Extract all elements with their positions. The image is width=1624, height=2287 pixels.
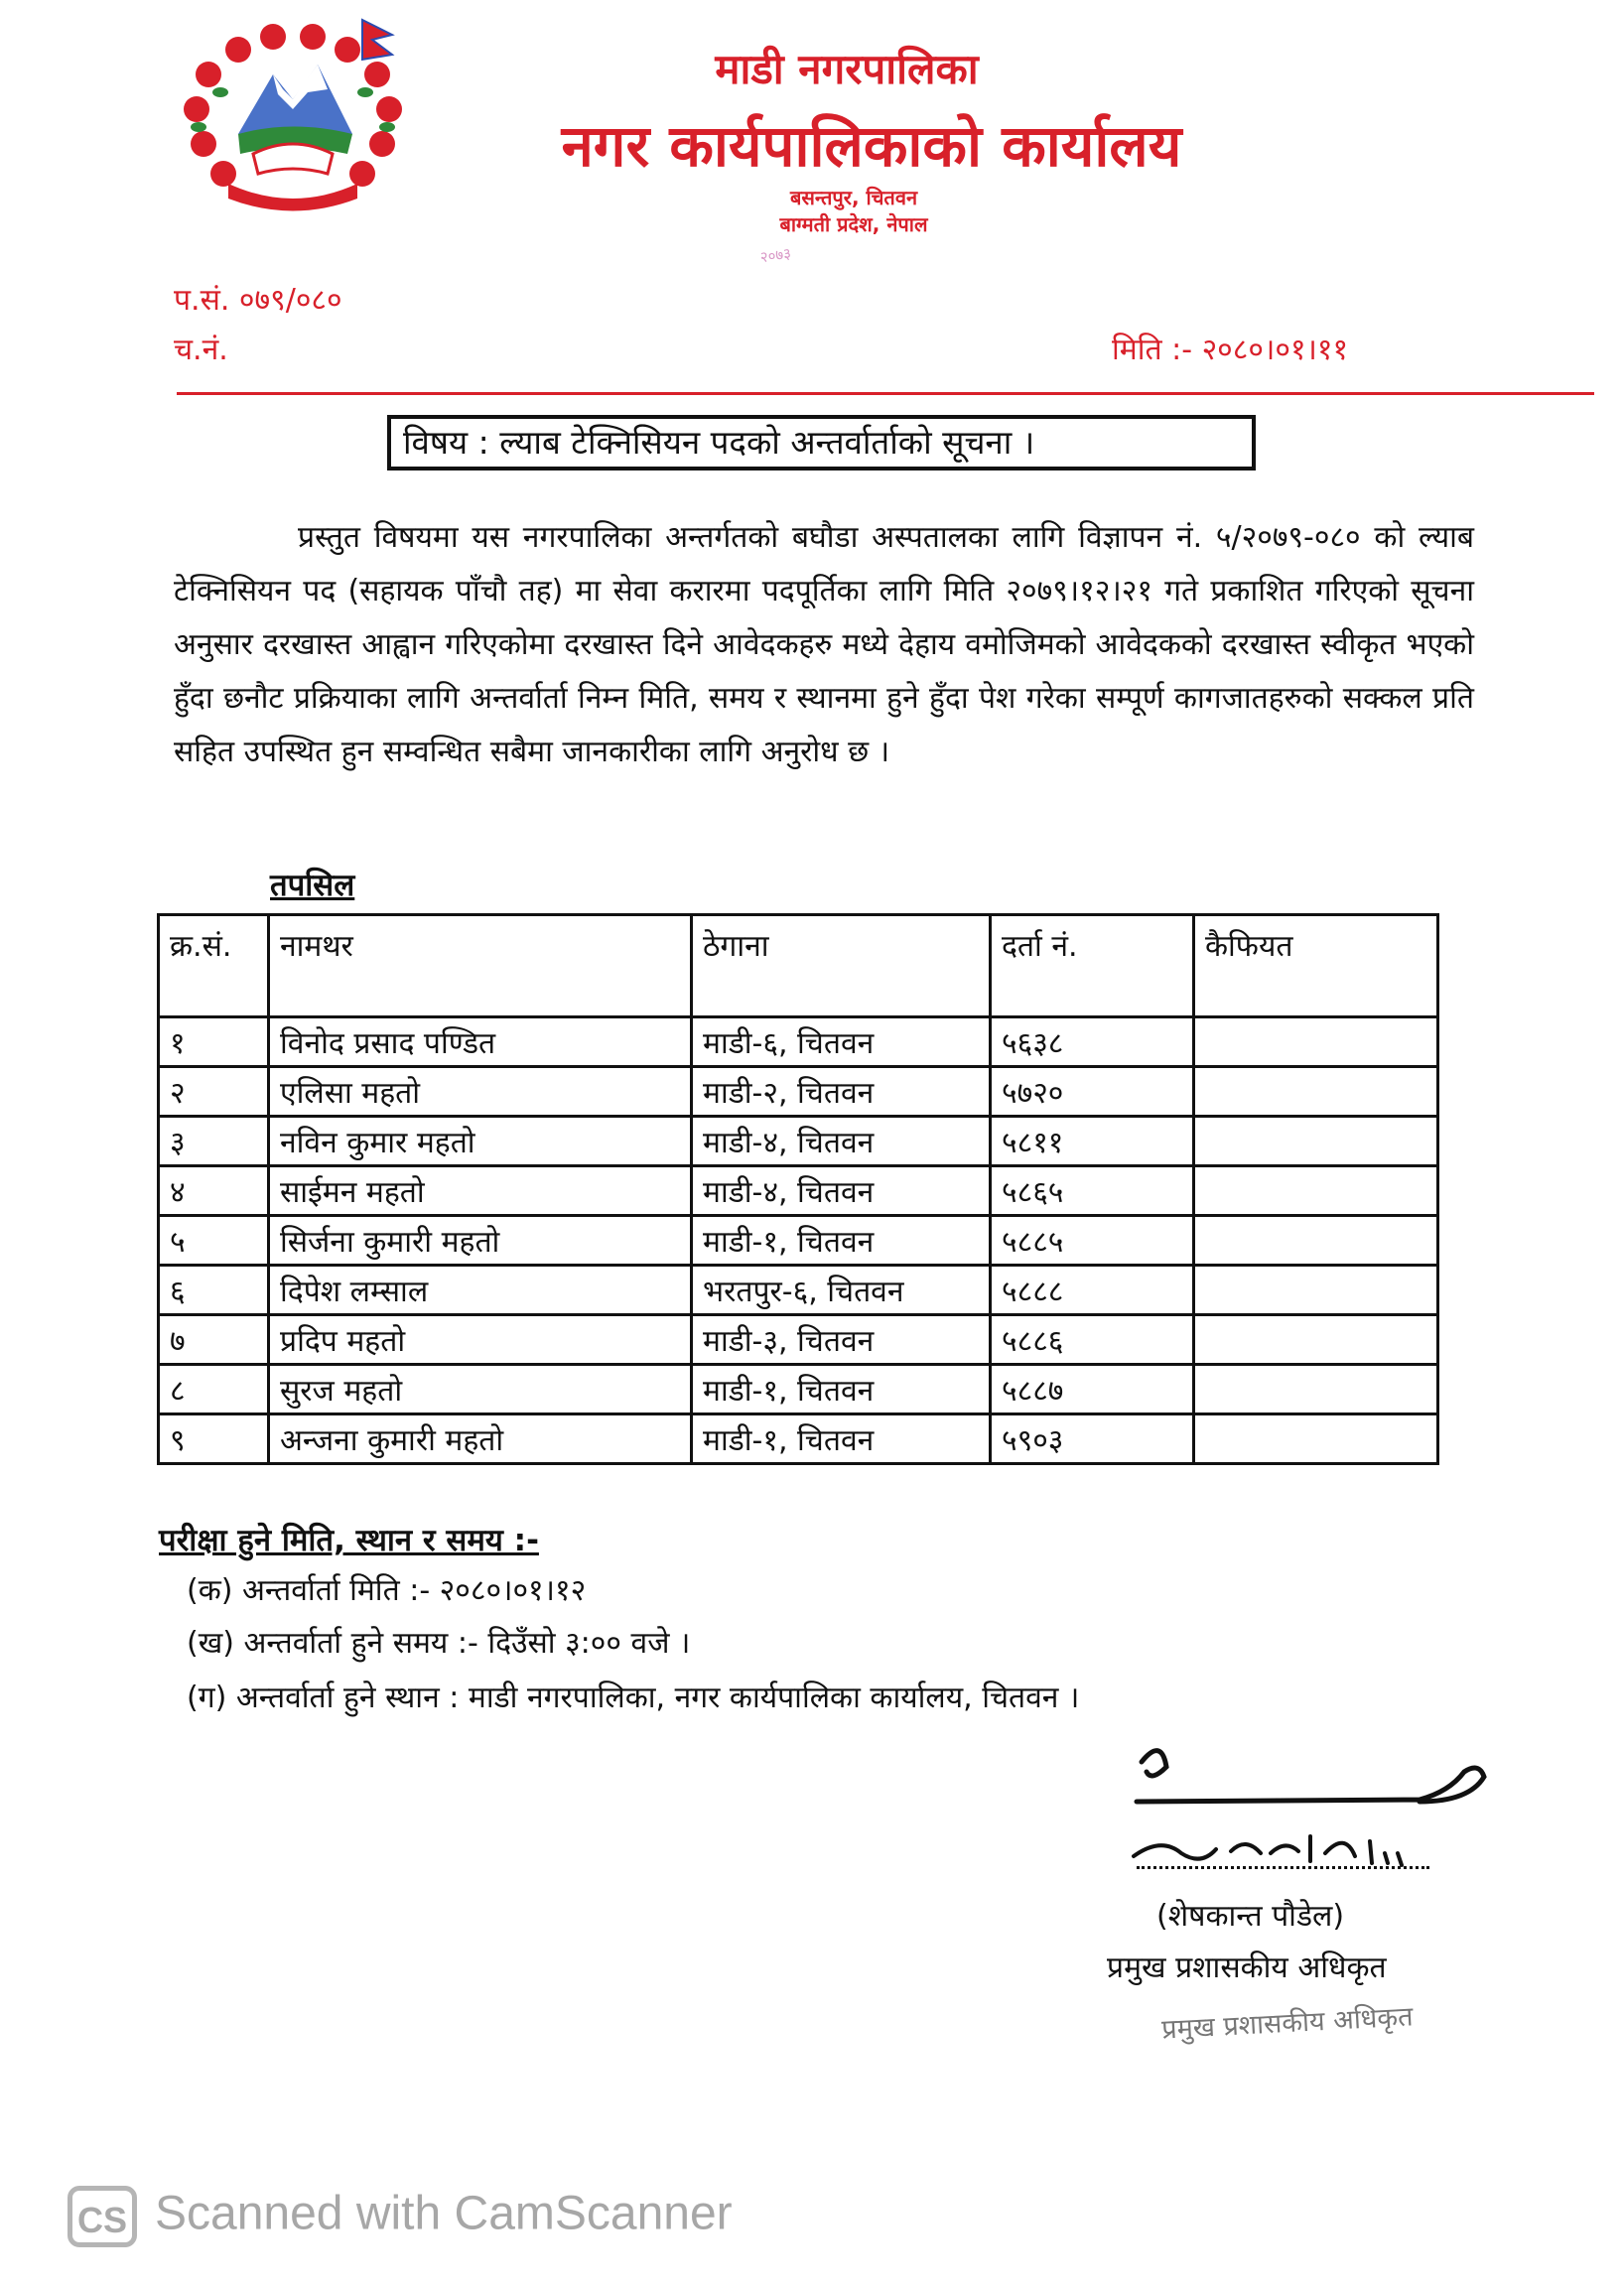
- table-row: [159, 1117, 1438, 1166]
- header-divider: [177, 392, 1594, 395]
- cell-reg-no: ५९०३: [991, 1414, 1194, 1464]
- cell-remarks: [1194, 1365, 1438, 1414]
- municipality-name: माडी नगरपालिका: [715, 45, 979, 93]
- cell-reg-no: ५७२०: [991, 1067, 1194, 1117]
- cell-remarks: [1194, 1166, 1438, 1216]
- interview-venue: (ग) अन्तर्वार्ता हुने स्थान : माडी नगरपालिका, नगर कार्यपालिका कार्यालय, चितवन ।: [187, 1681, 1080, 1715]
- cell-serial: ४: [159, 1166, 269, 1216]
- watermark-text: Scanned with CamScanner: [155, 2187, 733, 2240]
- table-row: [159, 1266, 1438, 1315]
- cell-name: अन्जना कुमारी महतो: [269, 1414, 692, 1464]
- cell-reg-no: ५६३८: [991, 1017, 1194, 1067]
- cell-serial: ८: [159, 1365, 269, 1414]
- subject-box: [387, 415, 1256, 471]
- cell-address: माडी-६, चितवन: [692, 1017, 991, 1067]
- handwritten-signature: [1122, 1742, 1499, 1881]
- seal-year: २०७३: [758, 244, 793, 267]
- candidate-table: [157, 913, 1439, 1465]
- col-header-address: ठेगाना: [692, 915, 991, 1017]
- cell-serial: ९: [159, 1414, 269, 1464]
- interview-time: (ख) अन्तर्वार्ता हुने समय :- दिउँसो ३:०० वजे ।: [187, 1626, 691, 1661]
- cell-remarks: [1194, 1216, 1438, 1266]
- exam-details-heading: परीक्षा हुने मिति, स्थान र समय :-: [159, 1523, 539, 1558]
- dispatch-number: च.नं.: [174, 333, 228, 367]
- camscanner-watermark: [68, 2186, 733, 2247]
- camscanner-icon: CS: [68, 2186, 137, 2247]
- cell-remarks: [1194, 1414, 1438, 1464]
- table-row: [159, 1067, 1438, 1117]
- cell-name: साईमन महतो: [269, 1166, 692, 1216]
- cell-name: दिपेश लम्साल: [269, 1266, 692, 1315]
- interview-date: (क) अन्तर्वार्ता मिति :- २०८०।०१।१२: [187, 1573, 587, 1608]
- cell-reg-no: ५८८७: [991, 1365, 1194, 1414]
- table-row: [159, 1166, 1438, 1216]
- notice-paragraph: [174, 511, 1474, 779]
- col-header-name: नामथर: [269, 915, 692, 1017]
- table-row: [159, 1216, 1438, 1266]
- subject-text: विषय : ल्याब टेक्निसियन पदको अन्तर्वार्ताको सूचना ।: [403, 423, 1035, 462]
- cell-name: नविन कुमार महतो: [269, 1117, 692, 1166]
- reference-number: प.सं. ०७९/०८०: [174, 283, 342, 318]
- office-name: नगर कार्यपालिकाको कार्यालय: [561, 112, 1182, 180]
- cell-remarks: [1194, 1315, 1438, 1365]
- cell-reg-no: ५८११: [991, 1117, 1194, 1166]
- cell-remarks: [1194, 1266, 1438, 1315]
- cell-name: सिर्जना कुमारी महतो: [269, 1216, 692, 1266]
- cell-reg-no: ५८८८: [991, 1266, 1194, 1315]
- cell-address: माडी-२, चितवन: [692, 1067, 991, 1117]
- col-header-serial: क्र.सं.: [159, 915, 269, 1017]
- cell-address: माडी-४, चितवन: [692, 1117, 991, 1166]
- cell-serial: ७: [159, 1315, 269, 1365]
- table-row: [159, 1315, 1438, 1365]
- cell-reg-no: ५८८६: [991, 1315, 1194, 1365]
- cell-serial: ३: [159, 1117, 269, 1166]
- designation-stamp: प्रमुख प्रशासकीय अधिकृत: [1160, 2001, 1415, 2046]
- cell-address: माडी-३, चितवन: [692, 1315, 991, 1365]
- signatory-name: (शेषकान्त पौडेल): [1156, 1899, 1345, 1934]
- cell-name: विनोद प्रसाद पण्डित: [269, 1017, 692, 1067]
- cell-address: माडी-१, चितवन: [692, 1414, 991, 1464]
- cell-remarks: [1194, 1117, 1438, 1166]
- letter-date: मिति :- २०८०।०१।११: [1112, 333, 1349, 367]
- col-header-remarks: कैफियत: [1194, 915, 1438, 1017]
- cell-serial: ५: [159, 1216, 269, 1266]
- notice-body: प्रस्तुत विषयमा यस नगरपालिका अन्तर्गतको बघौडा अस्पतालका लागि विज्ञापन नं. ५/२०७९-०८० को ल्याब टेक्निसियन पद (सहायक पाँचौ तह) मा सेवा करारमा पदपूर्तिका लागि मिति २०७९।१२।२१ गते प्रकाशित गरिएको सूचना अनुसार दरखास्त आह्वान गरिएकोमा दरखास्त दिने आवेदकहरु मध्ये देहाय वमोजिमको आवेदकको दरखास्त स्वीकृत भएको हुँदा छनौट प्रक्रियाका लागि अन्तर्वार्ता निम्न मिति, समय र स्थानमा हुने हुँदा पेश गरेका सम्पूर्ण कागजातहरुको सक्कल प्रति सहित उपस्थित हुन सम्वन्धित सबैमा जानकारीका लागि अनुरोध छ ।: [174, 520, 1474, 769]
- table-row: [159, 1017, 1438, 1067]
- table-row: [159, 1414, 1438, 1464]
- table-caption: तपसिल: [270, 868, 355, 903]
- round-seal: [759, 225, 929, 336]
- office-address-line1: बसन्तपुर, चितवन: [789, 186, 918, 209]
- cell-address: माडी-४, चितवन: [692, 1166, 991, 1216]
- cell-serial: ६: [159, 1266, 269, 1315]
- cell-serial: १: [159, 1017, 269, 1067]
- cell-remarks: [1194, 1067, 1438, 1117]
- cell-reg-no: ५८८५: [991, 1216, 1194, 1266]
- cell-remarks: [1194, 1017, 1438, 1067]
- table-header-row: [159, 915, 1438, 1017]
- signatory-title: प्रमुख प्रशासकीय अधिकृत: [1107, 1951, 1387, 1985]
- signature-line: [1137, 1866, 1429, 1869]
- cell-serial: २: [159, 1067, 269, 1117]
- cell-address: माडी-१, चितवन: [692, 1216, 991, 1266]
- cell-name: सुरज महतो: [269, 1365, 692, 1414]
- cell-address: भरतपुर-६, चितवन: [692, 1266, 991, 1315]
- cell-reg-no: ५८६५: [991, 1166, 1194, 1216]
- cell-name: एलिसा महतो: [269, 1067, 692, 1117]
- col-header-reg-no: दर्ता नं.: [991, 915, 1194, 1017]
- cell-name: प्रदिप महतो: [269, 1315, 692, 1365]
- cell-address: माडी-१, चितवन: [692, 1365, 991, 1414]
- table-row: [159, 1365, 1438, 1414]
- office-address-line2: बाग्मती प्रदेश, नेपाल: [779, 212, 928, 236]
